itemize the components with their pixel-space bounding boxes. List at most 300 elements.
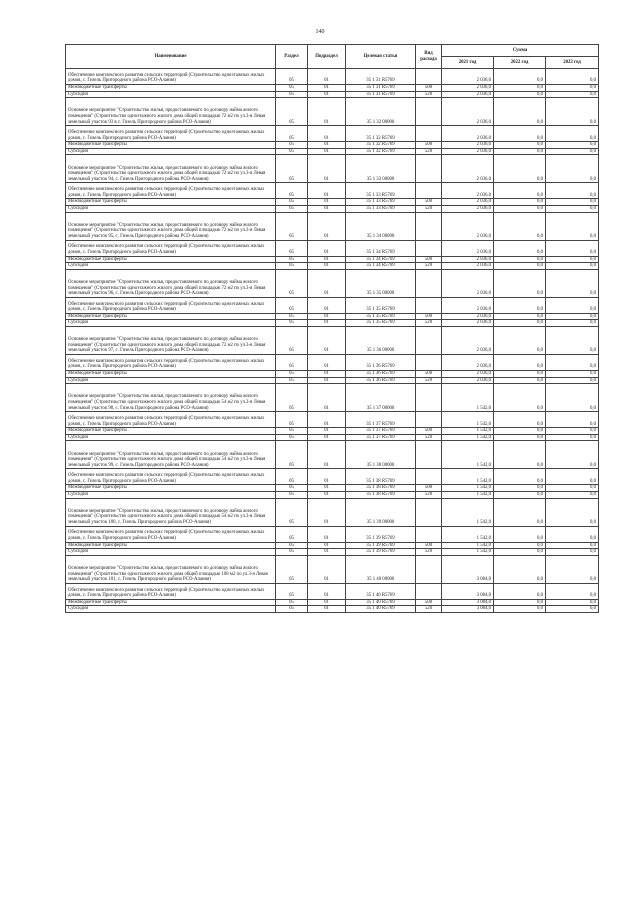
table-row xyxy=(66,469,599,485)
cell-expense-type xyxy=(416,212,442,240)
cell-subsection: 01 xyxy=(308,91,346,98)
cell-expense-type xyxy=(416,297,442,313)
cell-expense-type: 500 xyxy=(416,256,442,263)
header-sum: Сумма xyxy=(442,45,599,57)
cell-2021: 1 542,0 xyxy=(442,384,494,412)
cell-expense-type: 500 xyxy=(416,313,442,320)
cell-2022: 0,0 xyxy=(494,183,546,199)
table-row xyxy=(66,313,599,320)
cell-2021: 2 036,0 xyxy=(442,91,494,98)
cell-subsection: 01 xyxy=(308,549,346,556)
cell-2022: 0,0 xyxy=(494,498,546,526)
cell-2022: 0,0 xyxy=(494,199,546,206)
cell-expense-type xyxy=(416,354,442,370)
cell-target: 35 1 35 R5769 xyxy=(346,320,416,327)
cell-expense-type xyxy=(416,441,442,469)
cell-2022: 0,0 xyxy=(494,313,546,320)
cell-section: 05 xyxy=(276,326,308,354)
cell-target: 35 1 37 R5769 xyxy=(346,428,416,435)
cell-2022: 0,0 xyxy=(494,469,546,485)
table-row xyxy=(66,599,599,606)
header-target: Целевая статья xyxy=(346,45,416,69)
table-row xyxy=(66,212,599,240)
cell-name: Субсидии xyxy=(66,205,276,212)
cell-2022: 0,0 xyxy=(494,142,546,149)
cell-expense-type xyxy=(416,583,442,599)
table-row xyxy=(66,441,599,469)
cell-subsection: 01 xyxy=(308,313,346,320)
cell-section: 05 xyxy=(276,412,308,428)
cell-target: 35 1 37 00000 xyxy=(346,384,416,412)
table-row xyxy=(66,384,599,412)
cell-2022: 0,0 xyxy=(494,491,546,498)
cell-name: Межбюджетные трансферты xyxy=(66,485,276,492)
cell-expense-type xyxy=(416,555,442,583)
cell-2022: 0,0 xyxy=(494,126,546,142)
cell-subsection: 01 xyxy=(308,98,346,126)
cell-2023: 0,0 xyxy=(546,199,599,206)
cell-expense-type: 520 xyxy=(416,148,442,155)
cell-2022: 0,0 xyxy=(494,91,546,98)
cell-2023: 0,0 xyxy=(546,498,599,526)
cell-subsection: 01 xyxy=(308,412,346,428)
cell-2021: 1 542,0 xyxy=(442,412,494,428)
cell-subsection: 01 xyxy=(308,354,346,370)
cell-2022: 0,0 xyxy=(494,212,546,240)
cell-section: 05 xyxy=(276,313,308,320)
cell-target: 35 1 31 R5769 xyxy=(346,85,416,92)
cell-subsection: 01 xyxy=(308,263,346,270)
cell-subsection: 01 xyxy=(308,183,346,199)
table-row xyxy=(66,263,599,270)
cell-target: 35 1 40 R5769 xyxy=(346,599,416,606)
cell-name: Обеспечение комплексного развития сельских территорий (Строительство одноэтажных жилых домов, с. Гизель Пригородного района РСО-Алания) xyxy=(66,583,276,599)
cell-target: 35 1 32 R5769 xyxy=(346,148,416,155)
cell-2023: 0,0 xyxy=(546,606,599,613)
cell-2023: 0,0 xyxy=(546,377,599,384)
cell-target: 35 1 32 00000 xyxy=(346,98,416,126)
cell-2023: 0,0 xyxy=(546,555,599,583)
cell-expense-type: 500 xyxy=(416,428,442,435)
cell-subsection: 01 xyxy=(308,384,346,412)
table-row xyxy=(66,549,599,556)
cell-2021: 2 036,0 xyxy=(442,256,494,263)
cell-2022: 0,0 xyxy=(494,263,546,270)
cell-name: Субсидии xyxy=(66,263,276,270)
cell-2022: 0,0 xyxy=(494,412,546,428)
cell-subsection: 01 xyxy=(308,69,346,85)
cell-expense-type xyxy=(416,183,442,199)
cell-name: Межбюджетные трансферты xyxy=(66,142,276,149)
cell-2021: 2 036,0 xyxy=(442,370,494,377)
cell-expense-type: 520 xyxy=(416,205,442,212)
cell-subsection: 01 xyxy=(308,155,346,183)
cell-2023: 0,0 xyxy=(546,384,599,412)
cell-2022: 0,0 xyxy=(494,297,546,313)
cell-target: 35 1 36 R5769 xyxy=(346,354,416,370)
cell-2022: 0,0 xyxy=(494,148,546,155)
cell-expense-type xyxy=(416,98,442,126)
cell-target: 35 1 38 R5769 xyxy=(346,485,416,492)
cell-2023: 0,0 xyxy=(546,549,599,556)
cell-section: 05 xyxy=(276,428,308,435)
cell-2021: 1 542,0 xyxy=(442,542,494,549)
cell-2021: 2 036,0 xyxy=(442,148,494,155)
cell-subsection: 01 xyxy=(308,370,346,377)
cell-name: Обеспечение комплексного развития сельских территорий (Строительство одноэтажных жилых домов, с. Гизель Пригородного района РСО-Алания) xyxy=(66,412,276,428)
cell-section: 05 xyxy=(276,297,308,313)
cell-2022: 0,0 xyxy=(494,370,546,377)
cell-name: Основное мероприятие "Строительство жилья, предоставляемого по договору найма жилого помещения" (Строительство одноэтажного жилого дома общей площадью 72 м2 по ул.3-я Левая земельный участок 97, с. Гизель Пригородного района РСО-Алания) xyxy=(66,326,276,354)
cell-2022: 0,0 xyxy=(494,428,546,435)
cell-2023: 0,0 xyxy=(546,526,599,542)
cell-name: Субсидии xyxy=(66,91,276,98)
table-row xyxy=(66,269,599,297)
cell-2023: 0,0 xyxy=(546,297,599,313)
cell-name: Основное мероприятие "Строительство жилья, предоставляемого по договору найма жилого помещения" (Строительство одноэтажного жилого дома общей площадью 72 м2 по ул.3-я Левая земельный участок 93 в с. Гизель Пригородного района РСО-Алания) xyxy=(66,98,276,126)
table-row xyxy=(66,256,599,263)
table-row xyxy=(66,69,599,85)
cell-subsection: 01 xyxy=(308,240,346,256)
header-name: Наименование xyxy=(66,45,276,69)
cell-subsection: 01 xyxy=(308,256,346,263)
cell-expense-type xyxy=(416,498,442,526)
cell-target: 35 1 31 R5769 xyxy=(346,91,416,98)
cell-target: 35 1 31 R5769 xyxy=(346,69,416,85)
cell-2022: 0,0 xyxy=(494,85,546,92)
cell-expense-type xyxy=(416,240,442,256)
cell-target: 35 1 38 R5769 xyxy=(346,491,416,498)
table-row xyxy=(66,412,599,428)
cell-subsection: 01 xyxy=(308,434,346,441)
cell-name: Основное мероприятие "Строительство жилья, предоставляемого по договору найма жилого помещения" (Строительство одноэтажного жилого дома общей площадью 54 м2 по ул.3-я Левая земельный участок 99, с. Гизель Пригородного района РСО-Алания) xyxy=(66,441,276,469)
cell-2022: 0,0 xyxy=(494,240,546,256)
cell-2022: 0,0 xyxy=(494,320,546,327)
table-row xyxy=(66,485,599,492)
cell-2021: 1 542,0 xyxy=(442,441,494,469)
cell-name: Основное мероприятие "Строительство жилья, предоставляемого по договору найма жилого помещения" (Строительство одноэтажного жилого дома общей площадью 72 м2 по ул.3-я Левая земельный участок 96, с. Гизель Пригородного района РСО-Алания) xyxy=(66,269,276,297)
cell-subsection: 01 xyxy=(308,428,346,435)
cell-expense-type: 520 xyxy=(416,606,442,613)
cell-target: 35 1 34 R5769 xyxy=(346,263,416,270)
cell-target: 35 1 37 R5769 xyxy=(346,412,416,428)
cell-section: 05 xyxy=(276,606,308,613)
table-row xyxy=(66,583,599,599)
cell-2021: 1 542,0 xyxy=(442,526,494,542)
cell-subsection: 01 xyxy=(308,297,346,313)
header-2022: 2022 год xyxy=(494,57,546,69)
cell-target: 35 1 39 R5769 xyxy=(346,549,416,556)
table-row xyxy=(66,354,599,370)
cell-target: 35 1 33 R5769 xyxy=(346,199,416,206)
cell-2023: 0,0 xyxy=(546,142,599,149)
cell-name: Субсидии xyxy=(66,320,276,327)
cell-section: 05 xyxy=(276,126,308,142)
cell-target: 35 1 35 00000 xyxy=(346,269,416,297)
cell-2023: 0,0 xyxy=(546,212,599,240)
table-row xyxy=(66,542,599,549)
cell-name: Основное мероприятие "Строительство жилья, предоставляемого по договору найма жилого помещения" (Строительство одноэтажного жилого дома общей площадью 72 м2 по ул.3-я Левая земельный участок 94, с. Гизель Пригородного района РСО-Алания) xyxy=(66,155,276,183)
table-row xyxy=(66,91,599,98)
cell-2022: 0,0 xyxy=(494,599,546,606)
cell-expense-type: 520 xyxy=(416,434,442,441)
cell-target: 35 1 35 R5769 xyxy=(346,297,416,313)
cell-subsection: 01 xyxy=(308,148,346,155)
cell-target: 35 1 40 R5769 xyxy=(346,606,416,613)
cell-2021: 2 036,0 xyxy=(442,69,494,85)
cell-section: 05 xyxy=(276,555,308,583)
cell-subsection: 01 xyxy=(308,485,346,492)
cell-target: 35 1 39 R5769 xyxy=(346,542,416,549)
cell-name: Межбюджетные трансферты xyxy=(66,313,276,320)
cell-2023: 0,0 xyxy=(546,491,599,498)
cell-2021: 2 036,0 xyxy=(442,320,494,327)
cell-expense-type xyxy=(416,155,442,183)
table-row xyxy=(66,142,599,149)
cell-name: Субсидии xyxy=(66,377,276,384)
cell-2023: 0,0 xyxy=(546,326,599,354)
cell-section: 05 xyxy=(276,583,308,599)
cell-section: 05 xyxy=(276,384,308,412)
table-row xyxy=(66,126,599,142)
cell-expense-type: 500 xyxy=(416,485,442,492)
cell-name: Межбюджетные трансферты xyxy=(66,428,276,435)
cell-2021: 3 084,0 xyxy=(442,555,494,583)
table-row xyxy=(66,85,599,92)
cell-2021: 1 542,0 xyxy=(442,434,494,441)
table-row xyxy=(66,205,599,212)
table-row xyxy=(66,326,599,354)
cell-2023: 0,0 xyxy=(546,69,599,85)
cell-name: Обеспечение комплексного развития сельских территорий (Строительство одноэтажных жилых домов, с. Гизель Пригородного района РСО-Алания) xyxy=(66,297,276,313)
cell-target: 35 1 33 R5769 xyxy=(346,205,416,212)
cell-2021: 2 036,0 xyxy=(442,142,494,149)
cell-section: 05 xyxy=(276,599,308,606)
cell-name: Субсидии xyxy=(66,148,276,155)
table-row xyxy=(66,155,599,183)
cell-name: Межбюджетные трансферты xyxy=(66,256,276,263)
cell-2021: 1 542,0 xyxy=(442,498,494,526)
cell-2021: 2 036,0 xyxy=(442,155,494,183)
cell-section: 05 xyxy=(276,91,308,98)
cell-name: Основное мероприятие "Строительство жилья, предоставляемого по договору найма жилого помещения" (Строительство одноэтажного жилого дома общей площадью 54 м2 по ул.3-я Левая земельный участок 98, с. Гизель Пригородного района РСО-Алания) xyxy=(66,384,276,412)
cell-target: 35 1 34 R5769 xyxy=(346,256,416,263)
cell-2023: 0,0 xyxy=(546,183,599,199)
cell-subsection: 01 xyxy=(308,542,346,549)
cell-subsection: 01 xyxy=(308,205,346,212)
cell-section: 05 xyxy=(276,377,308,384)
cell-name: Межбюджетные трансферты xyxy=(66,370,276,377)
cell-subsection: 01 xyxy=(308,555,346,583)
header-section: Раздел xyxy=(276,45,308,69)
cell-name: Субсидии xyxy=(66,434,276,441)
table-row xyxy=(66,377,599,384)
table-row xyxy=(66,320,599,327)
cell-2022: 0,0 xyxy=(494,434,546,441)
cell-section: 05 xyxy=(276,354,308,370)
cell-name: Межбюджетные трансферты xyxy=(66,85,276,92)
cell-2021: 2 036,0 xyxy=(442,199,494,206)
cell-target: 35 1 36 R5769 xyxy=(346,370,416,377)
cell-2021: 2 036,0 xyxy=(442,212,494,240)
table-row xyxy=(66,240,599,256)
table-body xyxy=(66,69,599,613)
cell-2021: 1 542,0 xyxy=(442,491,494,498)
cell-target: 35 1 36 00000 xyxy=(346,326,416,354)
cell-name: Обеспечение комплексного развития сельских территорий (Строительство одноэтажных жилых домов, с. Гизель Пригородного района РСО-Алания) xyxy=(66,469,276,485)
cell-2022: 0,0 xyxy=(494,526,546,542)
cell-2021: 2 036,0 xyxy=(442,377,494,384)
cell-2021: 2 036,0 xyxy=(442,269,494,297)
cell-2021: 2 036,0 xyxy=(442,240,494,256)
cell-expense-type xyxy=(416,526,442,542)
cell-section: 05 xyxy=(276,199,308,206)
cell-subsection: 01 xyxy=(308,491,346,498)
cell-2023: 0,0 xyxy=(546,91,599,98)
cell-target: 35 1 40 R5769 xyxy=(346,583,416,599)
cell-2021: 2 036,0 xyxy=(442,85,494,92)
cell-2022: 0,0 xyxy=(494,549,546,556)
cell-expense-type xyxy=(416,326,442,354)
cell-2021: 1 542,0 xyxy=(442,428,494,435)
cell-subsection: 01 xyxy=(308,583,346,599)
cell-expense-type: 500 xyxy=(416,542,442,549)
cell-2023: 0,0 xyxy=(546,599,599,606)
cell-2021: 1 542,0 xyxy=(442,485,494,492)
cell-subsection: 01 xyxy=(308,85,346,92)
cell-2021: 2 036,0 xyxy=(442,354,494,370)
cell-2021: 2 036,0 xyxy=(442,297,494,313)
cell-2021: 2 036,0 xyxy=(442,126,494,142)
cell-subsection: 01 xyxy=(308,320,346,327)
cell-2023: 0,0 xyxy=(546,428,599,435)
cell-2023: 0,0 xyxy=(546,126,599,142)
budget-table xyxy=(65,44,599,613)
table-row xyxy=(66,98,599,126)
table-header xyxy=(66,45,599,69)
cell-section: 05 xyxy=(276,240,308,256)
table-row xyxy=(66,370,599,377)
cell-expense-type: 500 xyxy=(416,370,442,377)
cell-subsection: 01 xyxy=(308,126,346,142)
cell-2022: 0,0 xyxy=(494,98,546,126)
cell-section: 05 xyxy=(276,485,308,492)
cell-2023: 0,0 xyxy=(546,469,599,485)
table-row xyxy=(66,434,599,441)
cell-subsection: 01 xyxy=(308,526,346,542)
cell-name: Субсидии xyxy=(66,549,276,556)
cell-expense-type: 500 xyxy=(416,199,442,206)
cell-section: 05 xyxy=(276,526,308,542)
cell-target: 35 1 33 R5769 xyxy=(346,183,416,199)
cell-name: Межбюджетные трансферты xyxy=(66,599,276,606)
cell-name: Обеспечение комплексного развития сельских территорий (Строительство одноэтажных жилых домов, с. Гизель Пригородного района РСО-Алания) xyxy=(66,526,276,542)
cell-section: 05 xyxy=(276,469,308,485)
cell-subsection: 01 xyxy=(308,606,346,613)
cell-expense-type: 500 xyxy=(416,85,442,92)
cell-expense-type xyxy=(416,69,442,85)
cell-name: Межбюджетные трансферты xyxy=(66,199,276,206)
cell-subsection: 01 xyxy=(308,377,346,384)
cell-section: 05 xyxy=(276,98,308,126)
cell-2021: 2 036,0 xyxy=(442,183,494,199)
table-row xyxy=(66,297,599,313)
cell-section: 05 xyxy=(276,263,308,270)
cell-subsection: 01 xyxy=(308,599,346,606)
cell-section: 05 xyxy=(276,256,308,263)
cell-section: 05 xyxy=(276,205,308,212)
cell-2023: 0,0 xyxy=(546,98,599,126)
table-row xyxy=(66,606,599,613)
cell-name: Межбюджетные трансферты xyxy=(66,542,276,549)
cell-section: 05 xyxy=(276,148,308,155)
cell-2022: 0,0 xyxy=(494,377,546,384)
cell-2022: 0,0 xyxy=(494,256,546,263)
cell-2022: 0,0 xyxy=(494,69,546,85)
cell-2021: 2 036,0 xyxy=(442,205,494,212)
cell-section: 05 xyxy=(276,542,308,549)
table-row xyxy=(66,199,599,206)
cell-2021: 3 084,0 xyxy=(442,583,494,599)
cell-name: Основное мероприятие "Строительство жилья, предоставляемого по договору найма жилого помещения" (Строительство одноэтажного жилого дома общей площадью 72 м2 по ул.3-я Левая земельный участок 95, с. Гизель Пригородного района РСО-Алания) xyxy=(66,212,276,240)
cell-target: 35 1 32 R5769 xyxy=(346,126,416,142)
cell-subsection: 01 xyxy=(308,326,346,354)
cell-2023: 0,0 xyxy=(546,434,599,441)
cell-2023: 0,0 xyxy=(546,148,599,155)
cell-expense-type xyxy=(416,384,442,412)
cell-section: 05 xyxy=(276,441,308,469)
cell-expense-type: 520 xyxy=(416,549,442,556)
cell-2023: 0,0 xyxy=(546,370,599,377)
cell-2021: 2 036,0 xyxy=(442,326,494,354)
cell-name: Обеспечение комплексного развития сельских территорий (Строительство одноэтажных жилых домов, с. Гизель Пригородного района РСО-Алания) xyxy=(66,183,276,199)
cell-expense-type: 520 xyxy=(416,377,442,384)
cell-target: 35 1 34 R5769 xyxy=(346,240,416,256)
cell-subsection: 01 xyxy=(308,469,346,485)
cell-target: 35 1 34 00000 xyxy=(346,212,416,240)
cell-2021: 2 036,0 xyxy=(442,263,494,270)
cell-expense-type xyxy=(416,412,442,428)
cell-2022: 0,0 xyxy=(494,326,546,354)
cell-2023: 0,0 xyxy=(546,313,599,320)
cell-name: Основное мероприятие "Строительство жилья, предоставляемого по договору найма жилого помещения" (Строительство одноэтажного жилого дома общей площадью 108 м2 по ул.3-я Левая земельный участок 101, с. Гизель Пригородного района РСО-Алания) xyxy=(66,555,276,583)
table-row xyxy=(66,428,599,435)
cell-expense-type: 520 xyxy=(416,320,442,327)
cell-2023: 0,0 xyxy=(546,205,599,212)
cell-name: Обеспечение комплексного развития сельских территорий (Строительство одноэтажных жилых домов, с. Гизель Пригородного района РСО-Алания) xyxy=(66,126,276,142)
header-2023: 2023 год xyxy=(546,57,599,69)
cell-2022: 0,0 xyxy=(494,606,546,613)
cell-name: Обеспечение комплексного развития сельских территорий (Строительство одноэтажных жилых домов, с. Гизель Пригородного района РСО-Алания) xyxy=(66,354,276,370)
table-row xyxy=(66,555,599,583)
cell-subsection: 01 xyxy=(308,142,346,149)
cell-name: Обеспечение комплексного развития сельских территорий (Строительство одноэтажных жилых домов, с. Гизель Пригородного района РСО-Алания) xyxy=(66,69,276,85)
cell-2021: 3 084,0 xyxy=(442,606,494,613)
cell-target: 35 1 38 00000 xyxy=(346,441,416,469)
cell-2023: 0,0 xyxy=(546,542,599,549)
cell-2021: 1 542,0 xyxy=(442,549,494,556)
cell-2022: 0,0 xyxy=(494,583,546,599)
header-2021: 2021 год xyxy=(442,57,494,69)
cell-2021: 2 036,0 xyxy=(442,98,494,126)
cell-section: 05 xyxy=(276,370,308,377)
cell-section: 05 xyxy=(276,85,308,92)
cell-2023: 0,0 xyxy=(546,85,599,92)
cell-name: Обеспечение комплексного развития сельских территорий (Строительство одноэтажных жилых домов, с. Гизель Пригородного района РСО-Алания) xyxy=(66,240,276,256)
cell-expense-type: 500 xyxy=(416,142,442,149)
cell-2023: 0,0 xyxy=(546,263,599,270)
cell-2022: 0,0 xyxy=(494,542,546,549)
